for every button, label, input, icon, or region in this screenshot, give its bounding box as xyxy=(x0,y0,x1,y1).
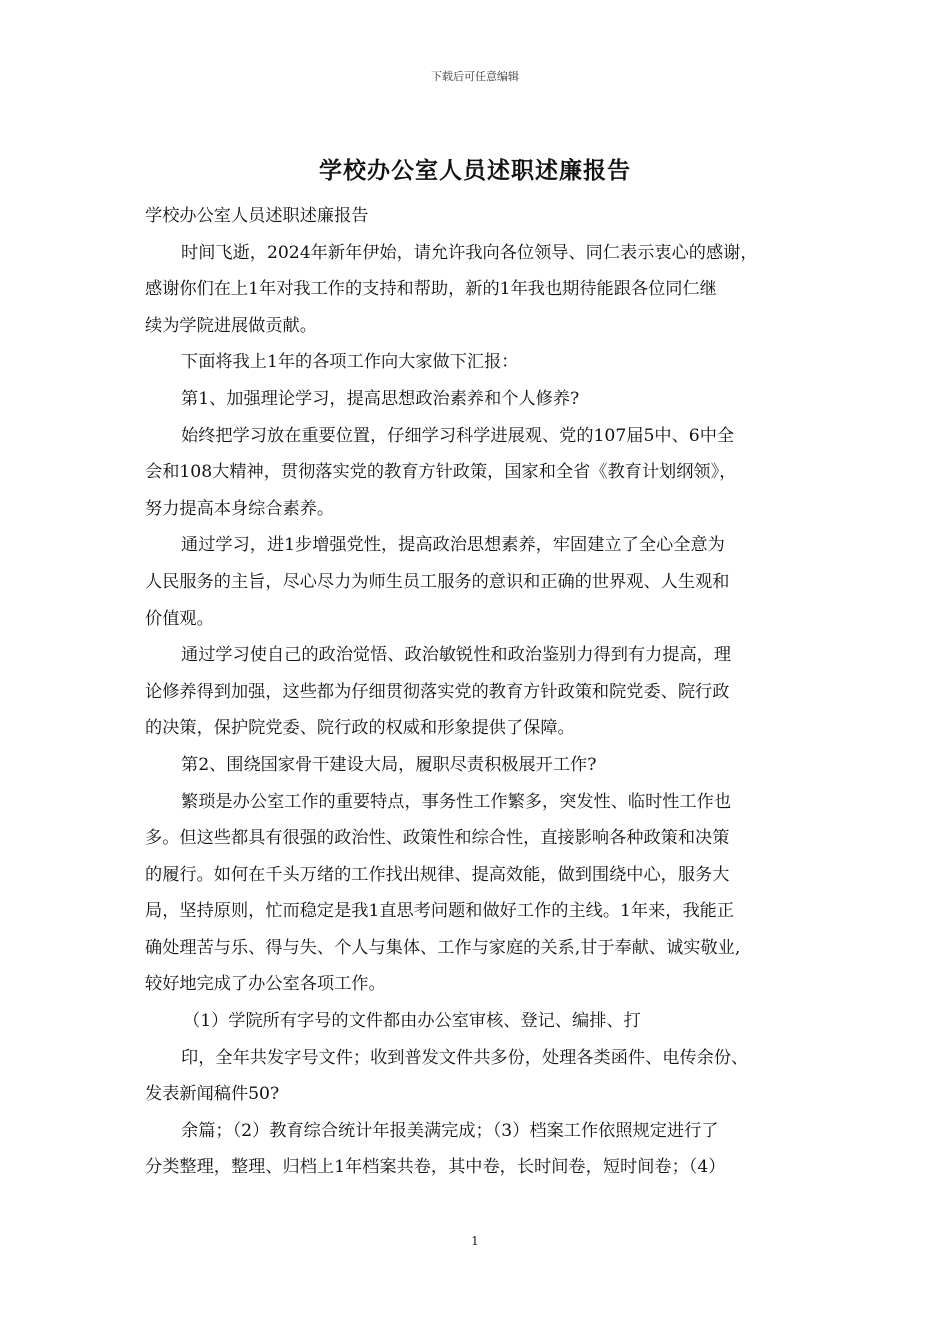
header-note: 下载后可任意编辑 xyxy=(431,70,519,83)
text-line: 发表新闻稿件50? xyxy=(145,1084,280,1105)
text-line: 会和108大精神，贯彻落实党的教育方针政策，国家和全省《教育计划纲领》， xyxy=(145,462,737,483)
body-text xyxy=(145,198,820,1186)
text-line: （1）学院所有字号的文件都由办公室审核、登记、编排、打 xyxy=(183,1011,641,1032)
text-line: 的决策，保护院党委、院行政的权威和形象提供了保障。 xyxy=(145,718,575,739)
text-line: 的履行。如何在千头万绪的工作找出规律、提高效能，做到围绕中心，服务大 xyxy=(145,864,730,885)
page-number: 1 xyxy=(471,1234,479,1248)
text-line: 时间飞逝，2024年新年伊始，请允许我向各位领导、同仁表示衷心的感谢， xyxy=(181,242,758,263)
text-line: 较好地完成了办公室各项工作。 xyxy=(145,974,386,995)
text-line: 续为学院进展做贡献。 xyxy=(145,315,317,336)
text-line: 下面将我上1年的各项工作向大家做下汇报： xyxy=(181,352,519,373)
text-line: 局，坚持原则，忙而稳定是我1直思考问题和做好工作的主线。1年来，我能正 xyxy=(145,901,735,922)
text-line: 第1、加强理论学习，提高思想政治素养和个人修养? xyxy=(181,388,580,409)
text-line: 价值观。 xyxy=(145,608,214,629)
text-line: 确处理苦与乐、得与失、个人与集体、工作与家庭的关系,甘于奉献、诚实敬业, xyxy=(145,937,741,958)
text-line: 通过学习使自己的政治觉悟、政治敏锐性和政治鉴别力得到有力提高，理 xyxy=(181,645,732,666)
text-line: 学校办公室人员述职述廉报告 xyxy=(145,206,369,226)
text-line: 努力提高本身综合素养。 xyxy=(145,498,335,519)
text-line: 通过学习，进1步增强党性，提高政治思想素养，牢固建立了全心全意为 xyxy=(181,535,725,556)
text-line: 人民服务的主旨，尽心尽力为师生员工服务的意识和正确的世界观、人生观和 xyxy=(145,571,730,592)
text-line: 余篇；（2）教育综合统计年报美满完成；（3）档案工作依照规定进行了 xyxy=(181,1120,719,1141)
text-line: 繁琐是办公室工作的重要特点，事务性工作繁多，突发性、临时性工作也 xyxy=(181,791,732,812)
text-line: 感谢你们在上1年对我工作的支持和帮助，新的1年我也期待能跟各位同仁继 xyxy=(145,279,717,300)
document-title: 学校办公室人员述职述廉报告 xyxy=(319,157,631,184)
text-line: 分类整理，整理、归档上1年档案共卷，其中卷，长时间卷，短时间卷；（4） xyxy=(145,1157,726,1178)
text-line: 论修养得到加强，这些都为仔细贯彻落实党的教育方针政策和院党委、院行政 xyxy=(145,681,730,702)
text-line: 多。但这些都具有很强的政治性、政策性和综合性，直接影响各种政策和决策 xyxy=(145,828,730,849)
text-line: 始终把学习放在重要位置，仔细学习科学进展观、党的107届5中、6中全 xyxy=(181,425,735,446)
text-line: 印，全年共发字号文件；收到普发文件共多份，处理各类函件、电传余份、 xyxy=(181,1047,749,1068)
text-line: 第2、围绕国家骨干建设大局，履职尽责积极展开工作? xyxy=(181,754,597,775)
